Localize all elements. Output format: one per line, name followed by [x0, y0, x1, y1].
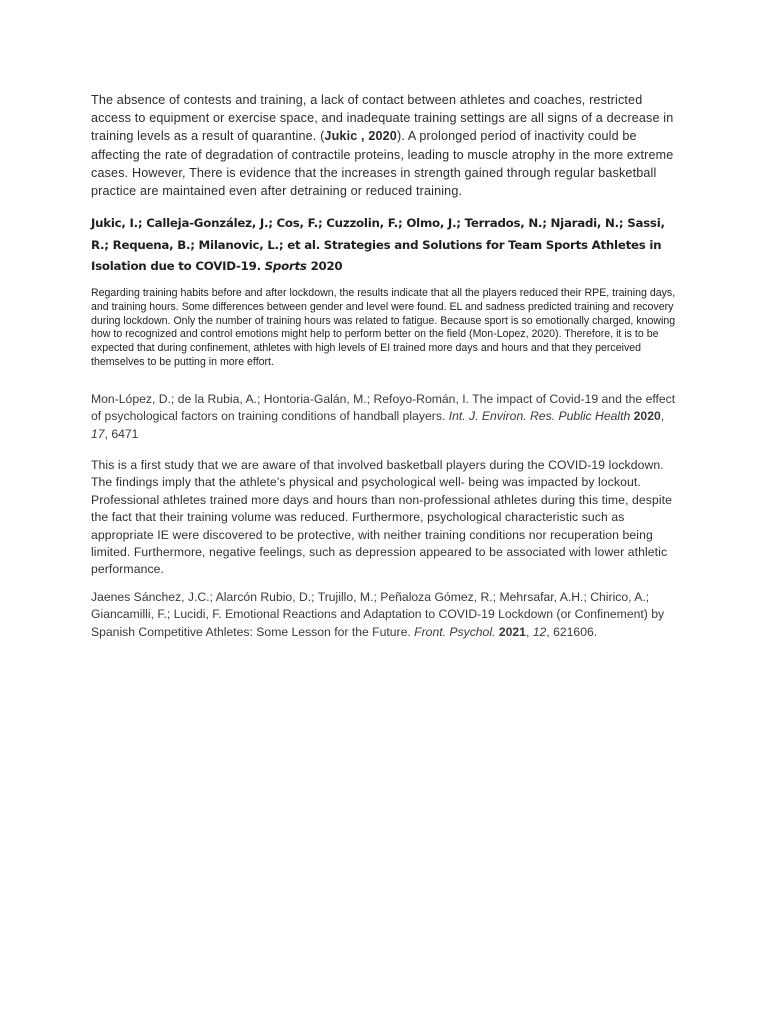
paragraph-basketball-study: This is a first study that we are aware of that involved basketball players during the COVID-19 lockdown. The findings imply that the athlete’s physical and psychological well- being was impacted by lockout. Professional athletes trained more days and hours than non-professional athletes during this time, despite the fact that their training volume was reduced. Furthermore, psychological characteristic such as appropriate IE were discovered to be protective, with neither training conditions nor recuperation being limited. Furthermore, negative feelings, such as depression appeared to be associated with lower athletic performance. — [91, 458, 673, 577]
paragraph-text: The absence of contests and training, a lack of contact between athletes and coaches, restricted access to equipment or exercise space, and inadequate training settings are all signs of a decrease in training levels as a result of quarantine. ( — [91, 93, 674, 144]
reference-journal: Sports — [264, 259, 307, 273]
reference-jukic — [91, 213, 681, 278]
reference-authors-title: Jaenes Sánchez, J.C.; Alarcón Rubio, D.; Trujillo, M.; Peñaloza Gómez, R.; Mehrsafar, A.H.; Chirico, A.; Giancamilli, F.; Lucidi, F. Emotional Reactions and Adaptation to COVID-19 Lockdown (or Confinement) by Spanish Competitive Athletes: Some Lesson for the Future. — [91, 590, 665, 639]
paragraph-text: ). A prolonged period of inactivity could be affecting the rate of degradation of contractile proteins, leading to muscle atrophy in the more extreme cases. However, There is evidence that the increases in strength gained through regular basketball practice are maintained even after detraining or reduced training. — [91, 129, 674, 199]
reference-journal: Int. J. Environ. Res. Public Health — [448, 409, 631, 424]
reference-pages: 621606 — [553, 624, 594, 639]
reference-jaenes-sanchez: Jaenes Sánchez, J.C.; Alarcón Rubio, D.; Trujillo, M.; Peñaloza Gómez, R.; Mehrsafar, A.H.; Chirico, A.; Giancamilli, F.; Lucidi, F. Emotional Reactions and Adaptation to COVID-19 Lockdown (or Confinement) by Spanish Competitive Athletes: Some Lesson for the Future. Front. Psychol. 2021, 12, 621606. — [91, 590, 665, 639]
reference-year: 2020 — [310, 259, 343, 273]
reference-year: 2020 — [633, 409, 661, 424]
reference-volume: 12 — [532, 624, 547, 639]
reference-year: 2021 — [498, 624, 526, 639]
reference-pages: 6471 — [111, 426, 139, 441]
paragraph-quarantine-effects — [91, 91, 681, 200]
reference-mon-lopez: Mon-López, D.; de la Rubia, A.; Hontoria-Galán, M.; Refoyo-Román, I. The impact of Covid-19 and the effect of psychological factors on training conditions of handball players. Int. J. Environ. Res. Public Health 2020, 17, 6471 — [91, 392, 676, 441]
inline-citation: Jukic , 2020 — [324, 129, 397, 144]
reference-volume: 17 — [91, 426, 105, 441]
reference-journal: Front. Psychol. — [414, 624, 496, 639]
reference-authors-title: Mon-López, D.; de la Rubia, A.; Hontoria-Galán, M.; Refoyo-Román, I. The impact of Covid-19 and the effect of psychological factors on training conditions of handball players. — [91, 392, 676, 424]
paragraph-training-habits: Regarding training habits before and after lockdown, the results indicate that all the players reduced their RPE, training days, and training hours. Some differences between gender and level were found. EL and sadness predicted training and recovery during lockdown. Only the number of training hours was related to fatigue. Because sport is so emotionally charged, knowing how to recognized and control emotions might help to perform better on the field (Mon-Lopez, 2020). Therefore, it is to be expected that during confinement, athletes with high levels of EI trained more days and hours and that they perceived themselves to be putting in more effort. — [91, 287, 676, 368]
reference-authors-title: Jukic, I.; Calleja-González, J.; Cos, F.; Cuzzolin, F.; Olmo, J.; Terrados, N.; Njaradi, N.; Sassi, R.; Requena, B.; Milanovic, L.; et al. Strategies and Solutions for Team Sports Athletes in Isolation due to COVID-19. — [91, 216, 665, 273]
